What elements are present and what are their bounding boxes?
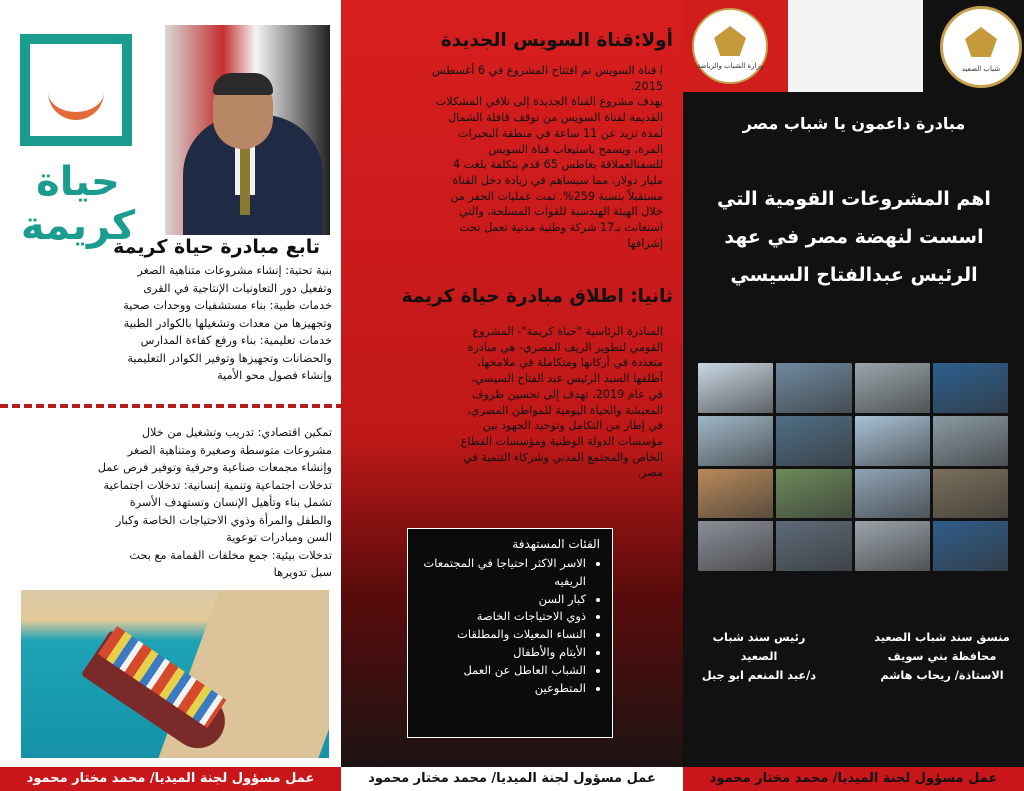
project-photo-tile [855,469,930,519]
suez-canal-ship-image [21,590,329,758]
project-photo-tile [933,521,1008,571]
project-photo-tile [776,521,851,571]
list-item: • كبار السن [414,591,586,609]
line: الخاص والمجتمع المدني وشركاء التنمية في [463,450,663,464]
heading-suez-canal: أولا:قناة السويس الجديدة [440,30,673,51]
signature-right [862,628,1022,685]
line: والطفل والمرأة وذوي الاحتياجات الخاصة وكبار [115,513,332,527]
line: الرئيس عبدالفتاح السيسي [730,264,978,286]
line: تدخلات اجتماعية وتنمية إنسانية: تدخلات اجتماعية [103,478,332,492]
line: الصعيد [740,650,778,663]
line: استعانت بـ17 شركة وطنية مدنية تعمل تحت [459,221,663,235]
suez-canal-text [363,63,663,251]
line: أطلقها السيد الرئيس عبد الفتاح السيسي، [471,372,663,386]
line: اهم المشروعات القومية التي [717,188,991,210]
target-groups-list [408,555,612,697]
line: يهدف مشروع القناة الجديدة إلى تلافي المشكلات [435,95,663,109]
target-groups-title: الفئات المستهدفة [512,537,600,551]
line: المبادرة الرئاسية "حياة كريمة"- المشروع [472,325,663,338]
project-photo-tile [698,363,773,413]
projects-collage [698,363,1008,571]
left-body-top [14,262,332,385]
project-photo-tile [698,416,773,466]
project-photo-tile [855,521,930,571]
project-photo-tile [933,469,1008,519]
initiative-subtitle [690,180,1018,294]
smile-icon [48,86,104,120]
line: ا قناة السويس تم افتتاح المشروع في 6 أغسطس [432,64,663,77]
emblem-text: شباب الصعيد [961,65,1001,73]
left-body-bottom [14,424,332,582]
project-photo-tile [776,416,851,466]
line: في عام 2019، تهدف إلى تحسين ظروف [472,387,663,401]
list-item: • ذوي الاحتياجات الخاصة [414,608,586,626]
left-panel [0,0,341,791]
line: رئيس سند شباب [712,631,806,644]
line: 2015. [630,79,663,93]
heading-hayah-karima: ثانيا: اطلاق مبادرة حياة كريمة [401,286,673,307]
line: في إطار من التكامل وتوحيد الجهود بين [482,419,663,433]
signature-left [694,628,824,685]
line: بنية تحتية: إنشاء مشروعات متناهية الصغر [137,264,332,277]
line: مؤسسات الدولة الوطنية ومؤسسات القطاع [460,434,663,448]
line: تشمل بناء وتأهيل الإنسان وتستهدف الأسرة [129,496,332,509]
logo-text: حياة كريمة [20,159,136,249]
line: السن ومبادرات توعوية [226,531,332,544]
upper-egypt-youth-emblem-icon [940,6,1022,88]
line: وإنشاء مجمعات صناعية وحرفية وتوفير فرص عمل [97,461,332,474]
left-title: تابع مبادرة حياة كريمة [113,236,320,258]
project-photo-tile [933,363,1008,413]
hayah-karima-logo [20,34,132,146]
line: د/عبد المنعم ابو جبل [701,669,817,682]
line: القومي لتطوير الريف المصري- هي مبادرة [467,340,663,354]
project-photo-tile [776,469,851,519]
line: محافظة بني سويف [887,650,997,663]
line: متعددة في أركانها ومتكاملة في ملامحها، [477,356,663,370]
project-photo-tile [933,416,1008,466]
line: المرة، ويسمح باستيعاب قناة السويس [488,142,663,156]
line: تمكين اقتصادي: تدريب وتشغيل من خلال [141,426,332,439]
left-footer: عمل مسؤول لجنة الميديا/ محمد مختار محمود [0,767,341,791]
initiative-title: مبادرة داعمون يا شباب مصر [742,114,966,133]
line: المعيشة والحياة اليومية للمواطن المصري، [467,403,663,417]
project-photo-tile [698,521,773,571]
line: مصر. [637,466,663,480]
line: للسفنالعملاقة بغاطس 65 قدم بتكلفة بلغت 4 [452,158,663,172]
line: خدمات تعليمية: بناء ورفع كفاءة المدارس [140,334,332,347]
hayah-karima-text [363,324,663,481]
list-item: • الشباب العاطل عن العمل [414,662,586,680]
project-photo-tile [776,363,851,413]
list-item: • المتطوعين [414,680,586,698]
project-photo-tile [855,363,930,413]
line: إشرافها [627,236,663,250]
president-photo [165,25,330,235]
line: مليار دولار، مما سيساهم في زيادة دخل القناة [452,173,663,187]
right-footer: عمل مسؤول لجنة الميديا/ محمد مختار محمود [683,767,1024,791]
middle-footer: عمل مسؤول لجنة الميديا/ محمد مختار محمود [341,767,683,791]
line: منسق سند شباب الصعيد [874,631,1010,644]
line: وإنشاء فصول محو الأمية [217,369,332,382]
line: وتجهيزها من معدات وتشغيلها بالكوادر الطبية [123,316,332,330]
divider [0,404,341,408]
line: خلال الهيئة الهندسية للقوات المسلحة، والتي [459,205,663,219]
line: خدمات طبية: بناء مستشفيات ووحدات صحية [123,299,332,312]
line: مشروعات متوسطة وصغيرة ومتناهية الصغر [127,443,332,457]
line: سبل تدويرها [273,566,332,579]
line: اسست لنهضة مصر في عهد [724,226,984,248]
list-item: • الأيتام والأطفال [414,644,586,662]
line: تدخلات بيئية: جمع مخلفات القمامة مع بحث [129,548,332,562]
flag-white-band [788,0,923,92]
line: وتفعيل دور التعاونيات الإنتاجية في القرى [143,281,332,295]
line: مستقبلاً بنسبة 259%. تمت عمليات الحفر من [450,189,663,203]
project-photo-tile [698,469,773,519]
project-photo-tile [855,416,930,466]
line: والحضانات وتجهيزها وتوفير الكوادر التعليمية [127,351,332,365]
line: الاستاذة/ ريحاب هاشم [880,669,1004,682]
emblem-text: وزارة الشباب والرياضة [696,62,764,70]
line: لمدة تزيد عن 11 ساعة في منطقة البحيرات [458,126,663,140]
list-item: • النساء المعيلات والمطلقات [414,626,586,644]
target-groups-box [407,528,613,738]
list-item: • الاسر الاكثر احتياجا في المجتمعات الريفيه [414,555,586,591]
ministry-emblem-icon [692,8,768,84]
line: القديمة لقناة السويس من توقف قافلة الشمال [448,111,663,125]
